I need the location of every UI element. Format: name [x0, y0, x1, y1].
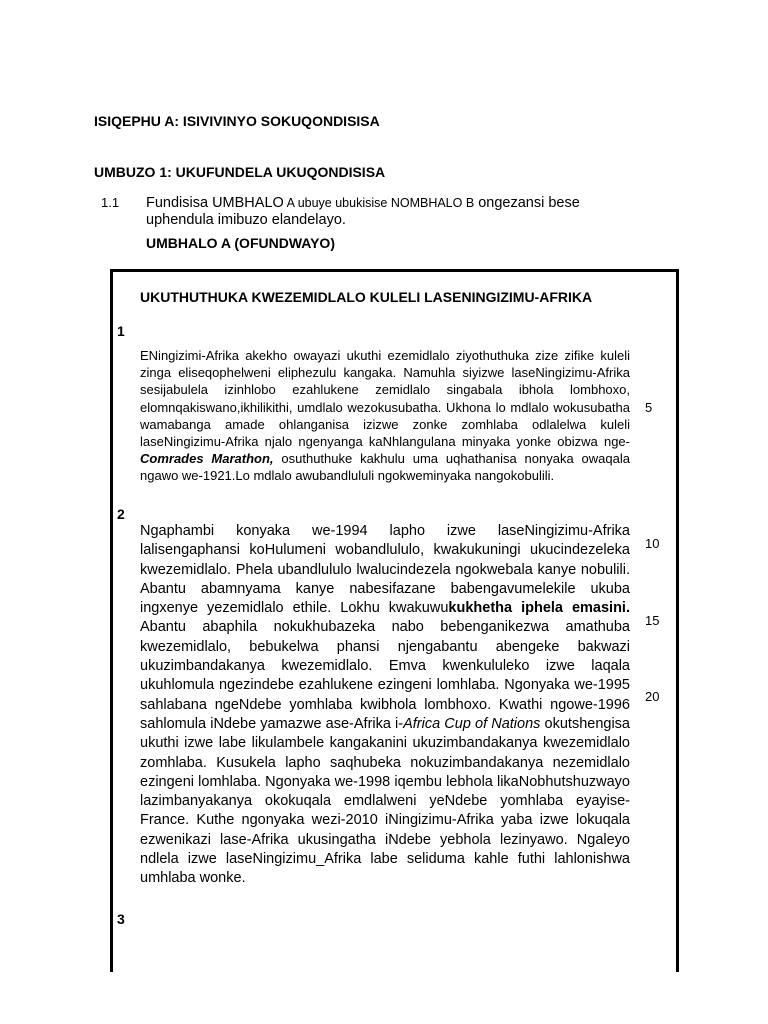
paragraph-number-2: 2 [117, 506, 125, 522]
paragraph-2-text-c: okutshengisa ukuthi izwe labe likulambele kangakanini ukuzimbandakanya kwezemidlalo zomhlaba. Kusukela lapho saqhubeka nokuzimbandakanya nezemidlalo ezingeni lomhlaba. Ngonyaka we-1998 iqembu lebhola likaNobhutshuzwayo lazimbanyakanya okokuqala emdlalweni yeNdebe yomhlaba eyayise-France. Kuthe ngonyaka wezi-2010 iNingizimu-Afrika yaba izwe lokuqala ezwenikazi lase-Afrika ukusingatha iNdebe yebhola lezinyawo. Ngaleyo ndlela izwe laseNingizimu_Afrika labe seliduma kahle futhi lahlonishwa umhlaba wonke. [140, 715, 630, 887]
item-number: 1.1 [101, 195, 120, 210]
article-paragraph-2 [140, 522, 630, 889]
line-number-10: 10 [645, 536, 660, 551]
paragraph-1-text-b: osuthuthuke kakhulu uma uqhathanisa nonyaka owaqala ngawo we-1921.Lo mdlalo awubandlululi ngokweminyaka nangokobulili. [140, 451, 630, 484]
paragraph-2-bold-idiom: kukhetha iphela emasini. [448, 600, 630, 617]
paragraph-1-emphasis: Comrades Marathon, [140, 451, 274, 467]
text-a-heading: UMBHALO A (OFUNDWAYO) [146, 235, 335, 251]
article-title: UKUTHUTHUKA KWEZEMIDLALO KULELI LASENINGIZIMU-AFRIKA [140, 289, 593, 305]
paragraph-number-1: 1 [117, 323, 125, 339]
article-paragraph-1 [140, 347, 630, 485]
instruction-text [146, 195, 636, 229]
instruction-part-1: Fundisisa UMBHALO [146, 195, 284, 211]
paragraph-2-text-b: Abantu abaphila nokukhubazeka nabo bebenganikezwa amathuba kwezemidlalo, bebukelwa phansi njengabantu abengeke bakwazi ukuzimbandakanya kwezemidlalo. Emva kwenkululeko izwe laqala ukuhlomula ngezindebe ezahlukene ezingeni lomhlaba. Ngonyaka we-1995 sahlabana ngeNdebe yomhlaba kwibhola lombhoxo. Kwathi ngowe-1996 sahlomula iNdebe yamazwe ase-Afrika i- [140, 619, 630, 732]
line-number-5: 5 [645, 400, 653, 415]
line-number-15: 15 [645, 613, 660, 628]
section-heading: ISIQEPHU A: ISIVIVINYO SOKUQONDISISA [94, 113, 380, 129]
question-heading: UMBUZO 1: UKUFUNDELA UKUQONDISISA [94, 164, 386, 180]
paragraph-2-text-a: Ngaphambi konyaka we-1994 lapho izwe laseNingizimu-Afrika lalisengaphansi koHulumeni wobandlululo, kwakukuningi ukucindezeleka kwezemidlalo. Phela ubandlululo lwalucindezela ngokwebala kanye nobulili. Abantu abamnyama kanye nabesifazane babengavumelekile ukuba ingxenye yezemidlalo ethile. Lokhu kwakuwu [140, 523, 630, 617]
paragraph-2-italic-title: Africa Cup of Nations [403, 715, 541, 732]
instruction-part-2: A ubuye ubukisise NOMBHALO B [283, 196, 475, 210]
instruction-part-3: ongezansi bese uphendula imibuzo elandelayo. [146, 195, 580, 228]
paragraph-number-3: 3 [117, 911, 125, 927]
line-number-20: 20 [645, 689, 660, 704]
paragraph-1-text-a: ENingizimi-Afrika akekho owayazi ukuthi ezemidlalo ziyothuthuka zize zifike kuleli zinga eliseqophelweni eliphezulu kangaka. Namuhla siyizwe laseNingizimu-Afrika sesijabulela izinhlobo ezahlukene zemidlalo singabala ibhola lombhoxo, elomnqakiswano,ikhilikithi, umdlalo wezokusubatha. Ukhona lo mdlalo wokusubatha wamabanga amade ohlanganisa izizwe zonke zomhlaba odlalelwa kuleli laseNingizimu-Afrika njalo ngenyanga kaNhlangulana minyaka yonke obizwa nge- [140, 348, 630, 450]
